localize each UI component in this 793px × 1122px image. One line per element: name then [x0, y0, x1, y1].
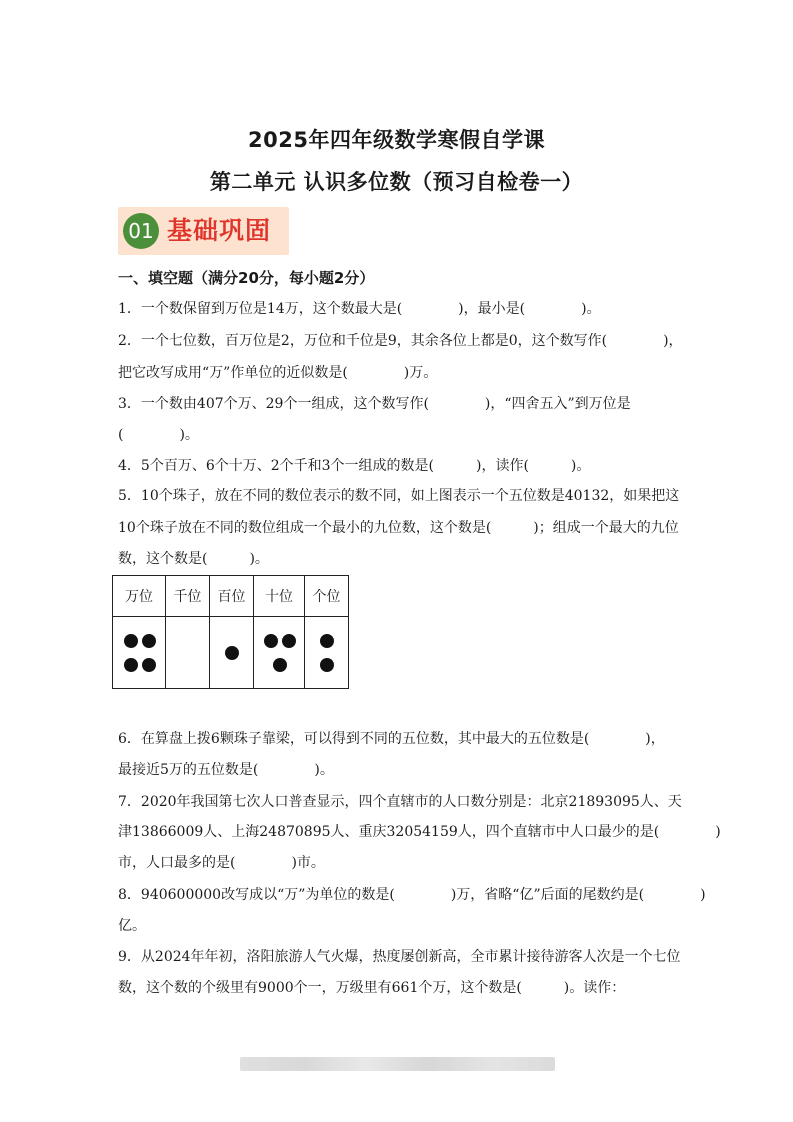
bead-cell — [113, 617, 166, 689]
place-header: 百位 — [210, 576, 254, 617]
bead — [124, 634, 138, 648]
question-line: 7．2020年我国第七次人口普查显示，四个直辖市的人口数分别是：北京21893095人、天 — [118, 794, 682, 810]
bead — [264, 634, 278, 648]
place-value-table — [112, 575, 349, 689]
subtitle: 第二单元 认识多位数（预习自检卷一） — [209, 170, 584, 194]
question-line: 5．10个珠子，放在不同的数位表示的数不同，如上图表示一个五位数是40132，如果把这 — [118, 488, 680, 504]
question-line: 把它改写成用“万”作单位的近似数是( )万。 — [118, 365, 438, 381]
question-line: 2．一个七位数，百万位是2，万位和千位是9，其余各位上都是0，这个数写作( )， — [118, 333, 683, 349]
badge-number: 01 — [123, 213, 159, 249]
place-header: 万位 — [113, 576, 166, 617]
bead-cell — [166, 617, 210, 689]
bead — [142, 658, 156, 672]
blurred-footer — [240, 1057, 555, 1071]
question-line: 4．5个百万、6个十万、2个千和3个一组成的数是( )，读作( )。 — [118, 458, 591, 474]
question-line: 最接近5万的五位数是( )。 — [118, 762, 334, 778]
title: 2025年四年级数学寒假自学课 — [248, 128, 545, 152]
bead-cell — [305, 617, 349, 689]
place-header: 个位 — [305, 576, 349, 617]
bead — [273, 658, 287, 672]
place-header: 千位 — [166, 576, 210, 617]
section-badge — [118, 207, 289, 255]
bead — [225, 646, 239, 660]
place-header: 十位 — [254, 576, 305, 617]
bead — [124, 658, 138, 672]
bead-cell — [254, 617, 305, 689]
bead — [142, 634, 156, 648]
question-line: 市，人口最多的是( )市。 — [118, 855, 325, 871]
question-line: 8．940600000改写成以“万”为单位的数是( )万，省略“亿”后面的尾数约是( ) — [118, 887, 706, 903]
question-line: 3．一个数由407个万、29个一组成，这个数写作( )，“四舍五入”到万位是 — [118, 396, 631, 412]
question-line: 亿。 — [118, 918, 146, 934]
question-line: 10个珠子放在不同的数位组成一个最小的九位数，这个数是( )；组成一个最大的九位 — [118, 520, 679, 536]
question-line: 6．在算盘上拨6颗珠子靠梁，可以得到不同的五位数，其中最大的五位数是( )， — [118, 731, 665, 747]
badge-label: 基础巩固 — [167, 216, 272, 245]
question-line: 1．一个数保留到万位是14万，这个数最大是( )，最小是( )。 — [118, 301, 601, 317]
question-line: ( )。 — [118, 427, 199, 443]
question-line: 9．从2024年年初，洛阳旅游人气火爆，热度屡创新高，全市累计接待游客人次是一个七位 — [118, 949, 681, 965]
bead — [320, 634, 334, 648]
question-line: 津13866009人、上海24870895人、重庆32054159人，四个直辖市中人口最少的是( ) — [118, 824, 721, 840]
bead — [320, 658, 334, 672]
bead-cell — [210, 617, 254, 689]
question-line: 数，这个数是( )。 — [118, 551, 269, 567]
question-line: 数，这个数的个级里有9000个一，万级里有661个万，这个数是( )。读作： — [118, 980, 626, 996]
section-heading: 一、填空题（满分20分，每小题2分） — [118, 269, 375, 287]
bead — [282, 634, 296, 648]
